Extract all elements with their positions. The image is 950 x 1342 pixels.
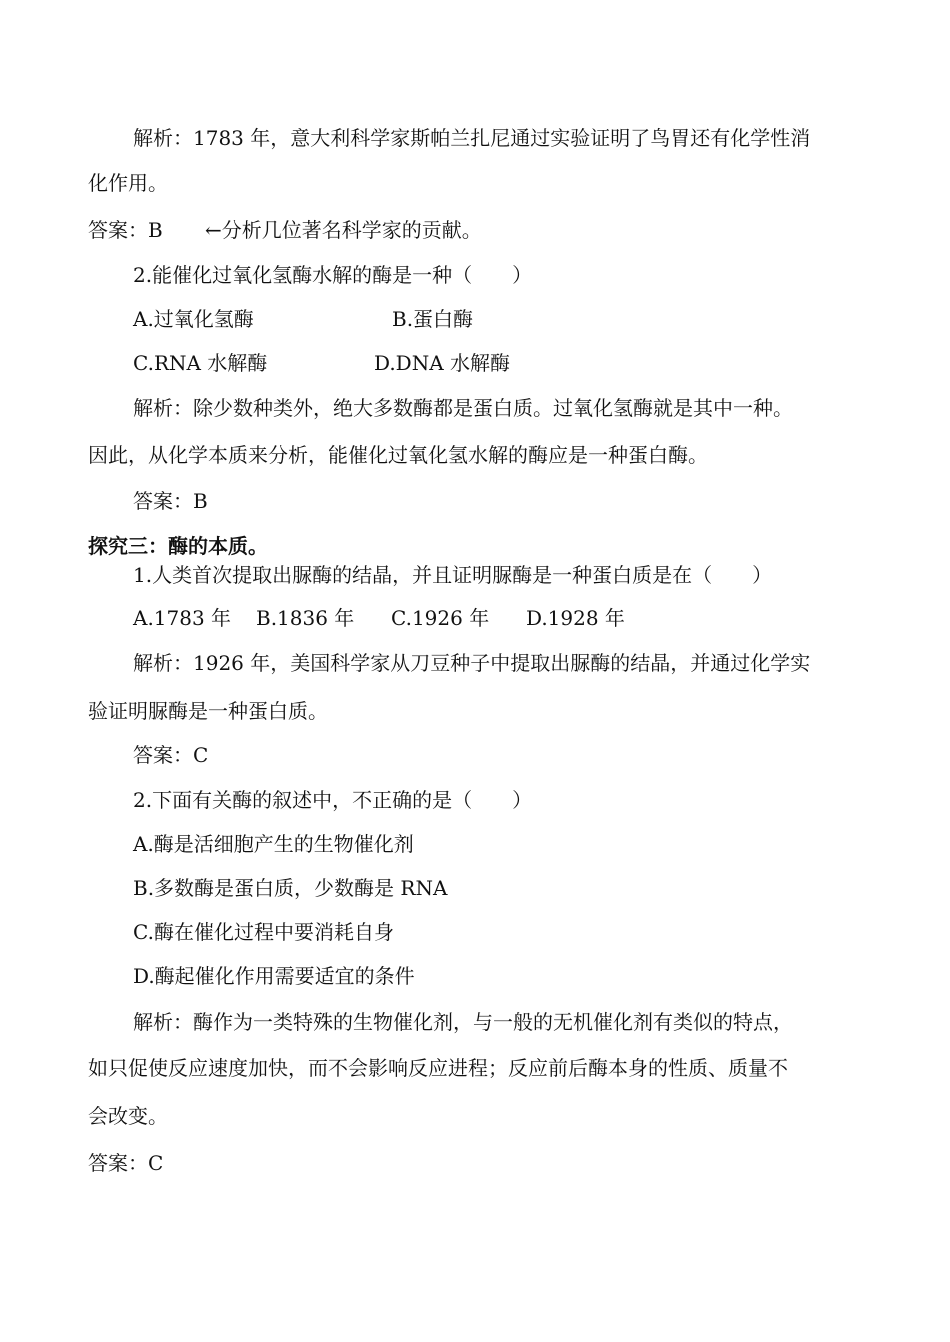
option-b: B.多数酶是蛋白质，少数酶是 RNA [133, 876, 448, 900]
option-a: A.过氧化氢酶 [133, 307, 254, 331]
option-b: B.1836 年 [256, 606, 355, 630]
question-stem: 1.人类首次提取出脲酶的结晶，并且证明脲酶是一种蛋白质是在（ ） [133, 563, 773, 587]
option-c: C.酶在催化过程中要消耗自身 [133, 920, 394, 944]
option-d: D.酶起催化作用需要适宜的条件 [133, 964, 415, 988]
answer-text: 答案：C [133, 743, 209, 767]
option-d: D.DNA 水解酶 [374, 351, 511, 375]
analysis-text: 化作用。 [88, 171, 168, 195]
option-a: A.酶是活细胞产生的生物催化剂 [133, 832, 414, 856]
answer-text: 答案：B [133, 489, 208, 513]
answer-text: 答案：C [88, 1151, 164, 1175]
analysis-text: 解析：酶作为一类特殊的生物催化剂，与一般的无机催化剂有类似的特点， [133, 1010, 793, 1034]
question-stem: 2.下面有关酶的叙述中，不正确的是（ ） [133, 788, 533, 812]
analysis-text: 因此，从化学本质来分析，能催化过氧化氢水解的酶应是一种蛋白酶。 [88, 443, 708, 467]
analysis-text: 会改变。 [88, 1104, 168, 1128]
option-a: A.1783 年 [133, 606, 232, 630]
analysis-text: 验证明脲酶是一种蛋白质。 [88, 699, 328, 723]
option-d: D.1928 年 [526, 606, 625, 630]
analysis-text: 如只促使反应速度加快，而不会影响反应进程；反应前后酶本身的性质、质量不 [88, 1056, 788, 1080]
section-heading: 探究三：酶的本质。 [88, 534, 268, 558]
annotation-note: ←分析几位著名科学家的贡献。 [205, 218, 482, 242]
option-b: B.蛋白酶 [392, 307, 474, 331]
answer-text: 答案：B [88, 218, 163, 242]
analysis-text: 解析：1783 年，意大利科学家斯帕兰扎尼通过实验证明了鸟胃还有化学性消 [133, 126, 811, 150]
analysis-text: 解析：除少数种类外，绝大多数酶都是蛋白质。过氧化氢酶就是其中一种。 [133, 396, 793, 420]
analysis-text: 解析：1926 年，美国科学家从刀豆种子中提取出脲酶的结晶，并通过化学实 [133, 651, 811, 675]
option-c: C.1926 年 [391, 606, 490, 630]
option-c: C.RNA 水解酶 [133, 351, 268, 375]
question-stem: 2.能催化过氧化氢酶水解的酶是一种（ ） [133, 263, 533, 287]
